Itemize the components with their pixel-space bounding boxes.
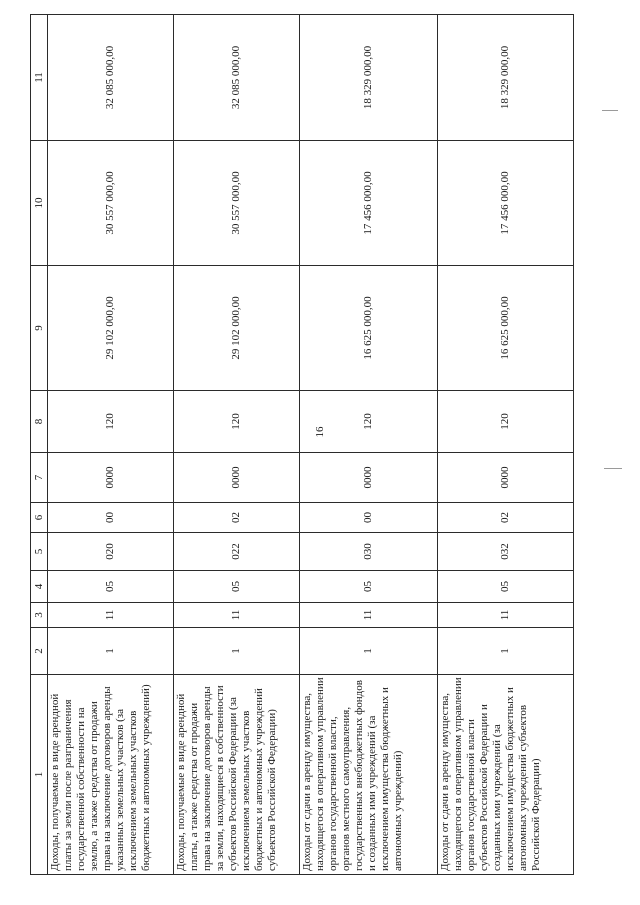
cell-element: 02 bbox=[174, 503, 300, 533]
cell-element: 00 bbox=[48, 503, 174, 533]
table-row bbox=[48, 15, 174, 875]
cell-amount-2: 30 557 000,00 bbox=[48, 141, 174, 266]
table-row bbox=[174, 15, 300, 875]
cell-economic-code: 120 bbox=[438, 391, 574, 453]
revenue-table bbox=[30, 14, 574, 875]
cell-admin-code: 1 bbox=[48, 628, 174, 675]
cell-admin-code: 1 bbox=[174, 628, 300, 675]
header-row bbox=[31, 15, 48, 875]
cell-subgroup: 05 bbox=[438, 571, 574, 603]
table-row bbox=[300, 15, 438, 875]
cell-economic-code: 120 bbox=[48, 391, 174, 453]
col-header-10: 10 bbox=[31, 141, 48, 266]
cell-amount-2: 17 456 000,00 bbox=[300, 141, 438, 266]
cell-subgroup: 05 bbox=[174, 571, 300, 603]
cell-group: 11 bbox=[300, 603, 438, 628]
cell-economic-code: 120 bbox=[174, 391, 300, 453]
cell-amount-3: 32 085 000,00 bbox=[174, 15, 300, 141]
cell-program: 0000 bbox=[300, 453, 438, 503]
col-header-5: 5 bbox=[31, 533, 48, 571]
cell-article: 030 bbox=[300, 533, 438, 571]
cell-group: 11 bbox=[48, 603, 174, 628]
table-row bbox=[438, 15, 574, 875]
cell-program: 0000 bbox=[174, 453, 300, 503]
page-number: 16 bbox=[314, 426, 326, 438]
cell-amount-3: 32 085 000,00 bbox=[48, 15, 174, 141]
cell-element: 00 bbox=[300, 503, 438, 533]
row-description: Доходы от сдачи в аренду имущества, находящегося в оперативном управлении органов государственной власти субъектов Российской Федерации и созданных ими учреждений (за исключением имущества бюджетных и автономных учреждений субъектов Российской Федерации) bbox=[438, 675, 574, 875]
cell-amount-2: 30 557 000,00 bbox=[174, 141, 300, 266]
cell-admin-code: 1 bbox=[438, 628, 574, 675]
cell-amount-2: 17 456 000,00 bbox=[438, 141, 574, 266]
scan-mark-top bbox=[602, 110, 618, 111]
row-description: Доходы, получаемые в виде арендной платы за земли после разграничения государственной собственности на землю, а также средства от продажи права на заключение договоров аренды указанных земельных участков (за исключением земельных участков бюджетных и автономных учреждений) bbox=[48, 675, 174, 875]
row-description: Доходы, получаемые в виде арендной платы, а также средства от продажи права на заключение договоров аренды за земли, находящиеся в собственности субъектов Российской Федерации (за исключением земельных участков бюджетных и автономных учреждений субъектов Российской Федерации) bbox=[174, 675, 300, 875]
cell-program: 0000 bbox=[438, 453, 574, 503]
col-header-9: 9 bbox=[31, 266, 48, 391]
cell-element: 02 bbox=[438, 503, 574, 533]
col-header-1: 1 bbox=[31, 675, 48, 875]
cell-article: 032 bbox=[438, 533, 574, 571]
rotated-table-area bbox=[30, 15, 590, 875]
col-header-11: 11 bbox=[31, 15, 48, 141]
scan-mark-bottom bbox=[604, 468, 622, 469]
cell-subgroup: 05 bbox=[300, 571, 438, 603]
cell-program: 0000 bbox=[48, 453, 174, 503]
cell-admin-code: 1 bbox=[300, 628, 438, 675]
cell-amount-3: 18 329 000,00 bbox=[438, 15, 574, 141]
cell-article: 020 bbox=[48, 533, 174, 571]
col-header-4: 4 bbox=[31, 571, 48, 603]
row-description: Доходы от сдачи в аренду имущества, находящегося в оперативном управлении органов государственной власти, органов местного самоуправления, государственных внебюджетных фондов и созданных ими учреждений (за исключением имущества бюджетных и автономных учреждений) bbox=[300, 675, 438, 875]
cell-amount-1: 29 102 000,00 bbox=[174, 266, 300, 391]
col-header-6: 6 bbox=[31, 503, 48, 533]
cell-amount-1: 29 102 000,00 bbox=[48, 266, 174, 391]
cell-article: 022 bbox=[174, 533, 300, 571]
col-header-2: 2 bbox=[31, 628, 48, 675]
col-header-7: 7 bbox=[31, 453, 48, 503]
col-header-3: 3 bbox=[31, 603, 48, 628]
cell-economic-code: 120 bbox=[300, 391, 438, 453]
cell-group: 11 bbox=[174, 603, 300, 628]
col-header-8: 8 bbox=[31, 391, 48, 453]
cell-group: 11 bbox=[438, 603, 574, 628]
cell-amount-3: 18 329 000,00 bbox=[300, 15, 438, 141]
cell-subgroup: 05 bbox=[48, 571, 174, 603]
cell-amount-1: 16 625 000,00 bbox=[300, 266, 438, 391]
cell-amount-1: 16 625 000,00 bbox=[438, 266, 574, 391]
